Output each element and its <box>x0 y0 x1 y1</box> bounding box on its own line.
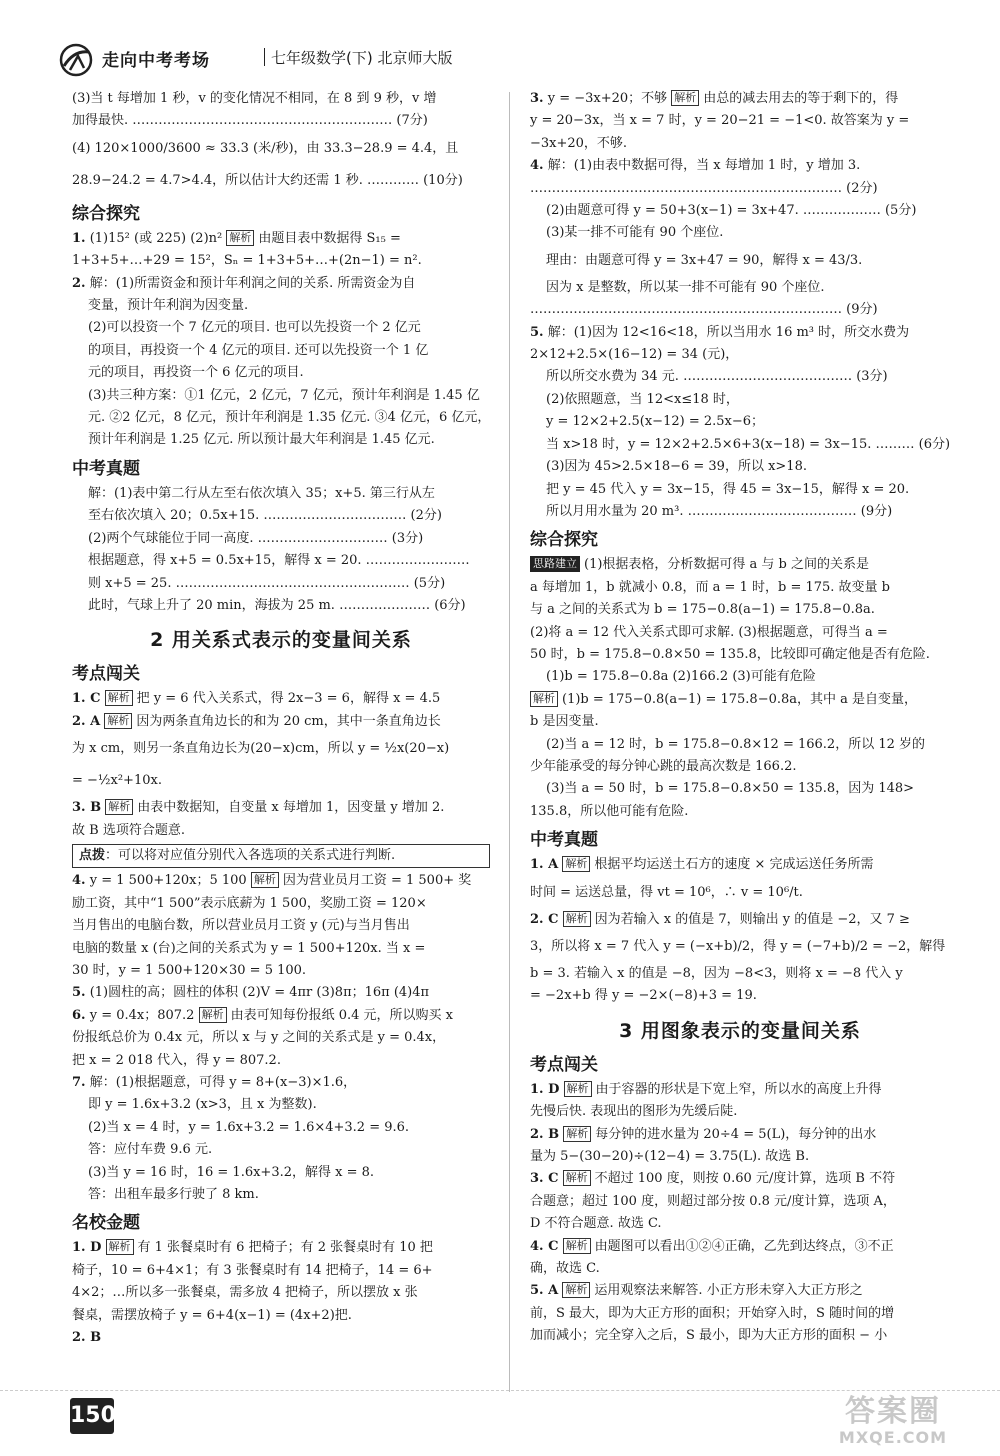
watermark-site: MXQE.COM <box>838 1428 948 1447</box>
text-line: b = 3. 若输入 x 的值是 −8，因为 −8<3，则将 x = −8 代入 y <box>530 966 903 981</box>
text-line: 1+3+5+…+29 = 15²，Sₙ = 1+3+5+…+(2n−1) = n². <box>72 253 422 269</box>
question-line <box>530 1168 950 1190</box>
explanation-text: 根据平均运送土石方的速度 × 完成运送任务所需 <box>594 857 874 873</box>
explanation-text: 由于容器的形状是下宽上窄，所以水的高度上升得 <box>595 1081 882 1097</box>
section-heading: 考点闯关 <box>72 664 140 685</box>
text-line: 预计年利润是 1.25 亿元. 所以预计最大年利润是 1.45 亿元. <box>88 432 435 448</box>
answer-text: 解：(1)根据题意，可得 y = 8+(x−3)×1.6， <box>89 1075 357 1090</box>
text-line: 把 x = 2 018 代入，得 y = 807.2. <box>72 1052 281 1068</box>
text-line: 即 y = 1.6x+3.2 (x>3，且 x 为整数). <box>88 1097 317 1113</box>
text-line: 30 时，y = 1 500+120×30 = 5 100. <box>72 962 307 978</box>
question-line <box>72 1072 490 1094</box>
book-title-text: 七年级数学(下) 北京师大版 <box>271 49 453 67</box>
explanation-text: (1)b = 175−0.8(a−1) = 175.8−0.8a，其中 a 是自变量， <box>562 691 918 707</box>
tip-text: ：可以将对应值分别代入各选项的关系式进行判断. <box>105 847 396 863</box>
text-line: 135.8，所以他可能有危险. <box>530 803 689 819</box>
text-line: y = 20−3x，当 x = 7 时，y = 20−21 = −1<0. 故答案为 y = <box>530 113 910 129</box>
question-line <box>530 1280 950 1302</box>
text-line: (1)b = 175.8−0.8a (2)166.2 (3)可能有危险 <box>546 669 816 685</box>
question-number: 5. <box>530 324 544 340</box>
explanation-text: 有 1 张餐桌时有 6 把椅子；有 2 张餐桌时有 10 把 <box>137 1240 433 1256</box>
chapter-title: 2 用关系式表示的变量间关系 <box>150 629 412 652</box>
question-line <box>530 909 950 931</box>
text-line: (2)可以投资一个 7 亿元的项目. 也可以先投资一个 2 亿元 <box>88 320 421 336</box>
question-number: 3. <box>530 91 544 106</box>
analysis-tag: 解析 <box>562 1282 590 1298</box>
explanation-text: 由表中数据知，自变量 x 每增加 1，因变量 y 增加 2. <box>137 800 445 816</box>
page-number: 150 <box>70 1398 114 1434</box>
question-number: 3. B <box>72 800 102 816</box>
text-line: (3)共三种方案：①1 亿元，2 亿元，7 亿元，预计年利润是 1.45 亿 <box>88 387 480 403</box>
question-line <box>530 88 950 110</box>
question-number: 1. <box>72 230 86 246</box>
text-line: 当 x>18 时，y = 12×2+2.5×6+3(x−18) = 3x−15. ……… (6分) <box>546 436 951 452</box>
answer-text: y = 1 500+120x；5 100 <box>89 873 247 889</box>
text-line: 把 y = 45 代入 y = 3x−15，得 45 = 3x−15，解得 x = 20. <box>546 481 910 497</box>
question-number: 3. C <box>530 1171 559 1187</box>
analysis-tag: 解析 <box>563 1170 591 1186</box>
text-line: 根据题意，得 x+5 = 0.5x+15，解得 x = 20. …………………… <box>88 553 470 569</box>
brand-title: 走向中考考场 <box>102 51 210 71</box>
text-line: (2)两个气球能位于同一高度. ………………………… (3分) <box>88 530 424 546</box>
question-number: 1. D <box>72 1240 102 1256</box>
question-number: 2. A <box>72 713 101 729</box>
text-line: −3x+20，不够. <box>530 135 628 151</box>
question-number: 1. A <box>530 857 559 873</box>
analysis-tag: 解析 <box>104 713 132 729</box>
question-number: 2. B <box>72 1330 102 1346</box>
explanation-text: 因为两条直角边长的和为 20 cm，其中一条直角边长 <box>136 713 441 729</box>
text-line: (3)当 y = 16 时，16 = 1.6x+3.2，解得 x = 8. <box>88 1164 375 1180</box>
question-number: 2. C <box>530 911 559 927</box>
answer-text: (1)15² (或 225) (2)n² <box>89 230 223 246</box>
question-line <box>530 1236 950 1258</box>
text-line: (2)将 a = 12 代入关系式即可求解. (3)根据题意，可得当 a = <box>530 624 888 640</box>
explanation-text: (1)根据表格，分析数据可得 a 与 b 之间的关系是 <box>584 557 870 573</box>
text-line: (3)当 a = 50 时，b = 175.8−0.8×50 = 135.8，因为 148> <box>546 781 915 797</box>
book-title <box>264 47 452 68</box>
text-line: 加得最快. …………………………………………………… (7分) <box>72 113 428 129</box>
text-line: ……………………………………………………………… (2分) <box>530 180 878 196</box>
text-line: (2)当 x = 4 时，y = 1.6x+3.2 = 1.6×4+3.2 = 9.6. <box>88 1119 410 1135</box>
text-line: 2×12+2.5×(16−12) = 34 (元)， <box>530 347 739 363</box>
text-line: 份报纸总价为 0.4x 元，所以 x 与 y 之间的关系式是 y = 0.4x， <box>72 1030 446 1046</box>
analysis-tag: 解析 <box>106 1239 134 1255</box>
section-heading: 中考真题 <box>530 830 598 851</box>
text-line: 因为 x 是整数，所以某一排不可能有 90 个座位. <box>546 279 825 295</box>
right-column <box>530 88 950 1348</box>
answer-text: y = 0.4x；807.2 <box>89 1007 195 1023</box>
explanation-text: 不超过 100 度，则按 0.60 元/度计算，选项 B 不符 <box>594 1171 896 1187</box>
text-line: 少年能承受的每分钟心跳的最高次数是 166.2. <box>530 758 797 774</box>
watermark <box>818 1396 968 1448</box>
analysis-tag: 解析 <box>563 1238 591 1254</box>
text-line: 理由：由题意可得 y = 3x+47 = 90，解得 x = 43/3. <box>546 252 863 268</box>
answer-text: 解：(1)由表中数据可得，当 x 每增加 1 时，y 增加 3. <box>547 158 861 174</box>
section-heading: 名校金题 <box>72 1213 140 1234</box>
text-line: 励工资，其中“1 500”表示底薪为 1 500，奖励工资 = 120× <box>72 895 427 911</box>
question-line <box>530 322 950 344</box>
analysis-tag: 解析 <box>671 90 699 106</box>
text-line: 变量，预计年利润为因变量. <box>88 298 249 314</box>
question-line <box>530 1079 950 1101</box>
analysis-tag: 解析 <box>563 1126 591 1142</box>
explanation-text: 运用观察法来解答. 小正方形未穿入大正方形之 <box>594 1283 863 1299</box>
text-line: 为 x cm，则另一条直角边长为(20−x)cm，所以 y = ½x(20−x) <box>72 741 450 757</box>
text-line: 4×2；…所以多一张餐桌，需多放 4 把椅子，所以摆放 x 张 <box>72 1285 418 1301</box>
explanation-text: 每分钟的进水量为 20÷4 = 5(L)，每分钟的出水 <box>595 1126 877 1142</box>
text-line: 元的项目，再投资一个 6 亿元的项目. <box>88 365 304 381</box>
question-number: 5. A <box>530 1283 559 1299</box>
page-header <box>58 40 958 80</box>
explanation-text: 把 y = 6 代入关系式，得 2x−3 = 6，解得 x = 4.5 <box>136 691 441 707</box>
text-line: = −½x²+10x. <box>72 773 162 789</box>
analysis-tag: 解析 <box>530 691 558 707</box>
analysis-tag: 解析 <box>564 1081 592 1097</box>
question-line <box>530 689 950 711</box>
text-line: 所以月用水量为 20 m³. ………………………………… (9分) <box>546 503 893 519</box>
text-line: 确，故选 C. <box>530 1261 600 1277</box>
question-line <box>530 155 950 177</box>
text-line: 元. ②2 亿元，8 亿元，预计年利润是 1.35 亿元. ③4 亿元，6 亿元， <box>88 410 491 426</box>
explanation-text: 由表可知每份报纸 0.4 元，所以购买 x <box>230 1007 453 1023</box>
tip-label: 点拨 <box>79 847 106 863</box>
text-line: b 是因变量. <box>530 714 599 730</box>
question-line <box>72 870 490 892</box>
text-line: 28.9−24.2 = 4.7>4.4，所以估计大约还需 1 秒. ………… (10分) <box>72 172 463 188</box>
text-line: 合题意；超过 100 度，则超过部分按 0.8 元/度计算，选项 A， <box>530 1193 896 1209</box>
text-line: (2)由题意可得 y = 50+3(x−1) = 3x+47. ……………… (5分) <box>546 203 917 219</box>
question-number: 6. <box>72 1007 86 1023</box>
watermark-logo-text: 答案圈 <box>845 1394 941 1429</box>
text-line: 答：出租车最多行驶了 8 km. <box>88 1187 259 1203</box>
chapter-title: 3 用图象表示的变量间关系 <box>619 1019 861 1042</box>
text-line: 当月售出的电脑台数，所以营业员月工资 y (元)与当月售出 <box>72 918 410 934</box>
text-line: a 每增加 1，b 就减小 0.8，而 a = 1 时，b = 175. 故变量 b <box>530 579 891 595</box>
question-number: 4. C <box>530 1238 559 1254</box>
text-line: (2)当 a = 12 时，b = 175.8−0.8×12 = 166.2，所以 12 岁的 <box>546 736 926 752</box>
text-line: 3，所以将 x = 7 代入 y = (−x+b)/2，得 y = (−7+b)/2 = −2，解得 <box>530 939 946 954</box>
footer-line <box>0 1390 1000 1392</box>
tip-box <box>72 844 490 868</box>
text-line: (3)因为 45>2.5×18−6 = 39，所以 x>18. <box>546 459 807 475</box>
analysis-tag: 解析 <box>105 690 133 706</box>
explanation-text: 由题图可以看出①②④正确，乙先到达终点，③不正 <box>594 1238 894 1254</box>
answer-text: y = −3x+20；不够 <box>547 91 668 106</box>
explanation-text: 由总的减去用去的等于剩下的，得 <box>703 91 899 106</box>
analysis-tag: 解析 <box>562 856 590 872</box>
question-line <box>72 1237 490 1259</box>
text-line: 故 B 选项符合题意. <box>72 822 185 838</box>
explanation-text: 因为若输入 x 的值是 7，则输出 y 的值是 −2，又 7 ≥ <box>594 911 910 927</box>
left-column <box>72 88 490 1349</box>
text-line: (3)某一排不可能有 90 个座位. <box>546 225 724 241</box>
question-line <box>72 273 490 295</box>
question-line <box>72 228 490 250</box>
explanation-text: 由题目表中数据得 S₁₅ = <box>258 230 401 246</box>
question-number: 1. D <box>530 1081 560 1097</box>
column-divider <box>509 92 510 1392</box>
text-line: 所以所交水费为 34 元. ………………………………… (3分) <box>546 369 888 385</box>
text-line: 此时，气球上升了 20 min，海拔为 25 m. ………………… (6分) <box>88 597 466 613</box>
text-line: 餐桌，需摆放椅子 y = 6+4(x−1) = (4x+2)把. <box>72 1307 352 1323</box>
explanation-text: 因为营业员月工资 = 1 500+ 奖 <box>282 873 472 889</box>
question-number: 5. <box>72 985 86 1001</box>
question-line <box>72 711 490 733</box>
analysis-tag: 解析 <box>563 911 591 927</box>
question-number: 4. <box>72 873 86 889</box>
answer-text: 解：(1)因为 12<16<18，所以当用水 16 m³ 时，所交水费为 <box>547 324 910 340</box>
text-line: (3)当 t 每增加 1 秒，v 的变化情况不相同，在 8 到 9 秒，v 增 <box>72 91 437 106</box>
text-line: 解：(1)表中第二行从左至右依次填入 35；x+5. 第三行从左 <box>88 485 435 501</box>
question-line <box>72 1327 490 1349</box>
question-line <box>72 797 490 819</box>
text-line: 的项目，再投资一个 4 亿元的项目. 还可以先投资一个 1 亿 <box>88 342 429 358</box>
text-line: 前，S 最大，即为大正方形的面积；开始穿入时，S 随时间的增 <box>530 1305 895 1321</box>
text-line: 与 a 之间的关系式为 b = 175−0.8(a−1) = 175.8−0.8a. <box>530 602 875 618</box>
text-line: y = 12×2+2.5(x−12) = 2.5x−6； <box>546 414 765 430</box>
text-line: 电脑的数量 x (台)之间的关系式为 y = 1 500+120x. 当 x = <box>72 940 426 956</box>
text-line: 先慢后快. 表现出的图形为先缓后陡. <box>530 1104 738 1120</box>
brand-logo-icon <box>58 42 94 78</box>
analysis-tag: 解析 <box>251 872 279 888</box>
question-number: 2. B <box>530 1126 560 1142</box>
text-line: 至右依次填入 20；0.5x+15. …………………………… (2分) <box>88 508 442 524</box>
answer-text: 解：(1)所需资金和预计年利润之间的关系. 所需资金为自 <box>89 275 416 291</box>
text-line: 量为 5−(30−20)÷(12−4) = 3.75(L). 故选 B. <box>530 1149 810 1165</box>
question-line <box>530 1124 950 1146</box>
text-line: 答：应付车费 9.6 元. <box>88 1142 213 1158</box>
question-line <box>530 554 950 576</box>
analysis-tag: 解析 <box>199 1007 227 1023</box>
section-heading: 中考真题 <box>72 458 140 479</box>
question-line <box>530 854 950 876</box>
text-line: ……………………………………………………………… (9分) <box>530 302 878 318</box>
question-line <box>72 1005 490 1027</box>
text-line: 椅子，10 = 6+4×1；有 3 张餐桌时有 14 把椅子，14 = 6+ <box>72 1262 433 1278</box>
question-number: 2. <box>72 275 86 291</box>
text-line: 则 x+5 = 25. ……………………………………………… (5分) <box>88 575 446 591</box>
answer-text: (1)圆柱的高；圆柱的体积 (2)V = 4πr (3)8π；16π (4)4π <box>89 985 430 1001</box>
question-number: 1. C <box>72 691 101 707</box>
question-line <box>72 982 490 1004</box>
text-line: = −2x+b 得 y = −2×(−8)+3 = 19. <box>530 988 757 1004</box>
idea-tag: 思路建立 <box>530 556 580 572</box>
question-number: 4. <box>530 158 544 174</box>
text-line: 时间 = 运送总量，得 vt = 10⁶，∴ v = 10⁶/t. <box>530 884 803 900</box>
section-heading: 综合探究 <box>72 203 140 224</box>
question-number: 7. <box>72 1075 86 1090</box>
text-line: 50 时，b = 175.8−0.8×50 = 135.8，比较即可确定他是否有危险. <box>530 646 930 662</box>
analysis-tag: 解析 <box>105 799 133 815</box>
text-line: (4) 120×1000/3600 ≈ 33.3 (米/秒)，由 33.3−28.9 = 4.4，且 <box>72 140 459 156</box>
text-line: 加而减小；完全穿入之后，S 最小，即为大正方形的面积 − 小 <box>530 1328 888 1344</box>
text-line: (2)依照题意，当 12<x≤18 时， <box>546 391 739 407</box>
text-line: D 不符合题意. 故选 C. <box>530 1216 662 1232</box>
section-heading: 综合探究 <box>530 530 598 551</box>
analysis-tag: 解析 <box>226 230 254 246</box>
section-heading: 考点闯关 <box>530 1054 598 1075</box>
question-line <box>72 688 490 710</box>
